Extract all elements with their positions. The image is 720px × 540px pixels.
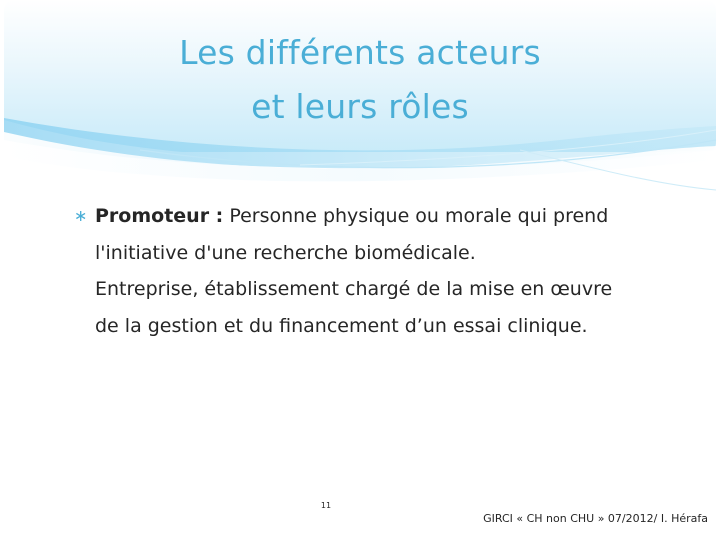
bullet-list [74, 198, 664, 344]
footer-text: GIRCI « CH non CHU » 07/2012/ I. Hérafa [483, 512, 708, 525]
bullet-item-promoteur [74, 198, 664, 344]
bullet-text-line-4: de la gestion et du financement d’un essai clinique. [95, 314, 588, 337]
bullet-text-line-2: l'initiative d'une recherche biomédicale. [95, 241, 476, 264]
bullet-text-line-3: Entreprise, établissement chargé de la mise en œuvre [95, 278, 613, 300]
slide-title [0, 26, 720, 134]
slide-title-line-1: Les différents acteurs [179, 33, 541, 72]
asterisk-bullet-icon: ∗ [74, 206, 88, 225]
slide-title-line-2: et leurs rôles [251, 87, 469, 126]
bullet-text-line-1: Personne physique ou morale qui prend [229, 205, 609, 227]
bullet-term: Promoteur : [95, 205, 224, 227]
slide-number: 11 [320, 501, 332, 510]
